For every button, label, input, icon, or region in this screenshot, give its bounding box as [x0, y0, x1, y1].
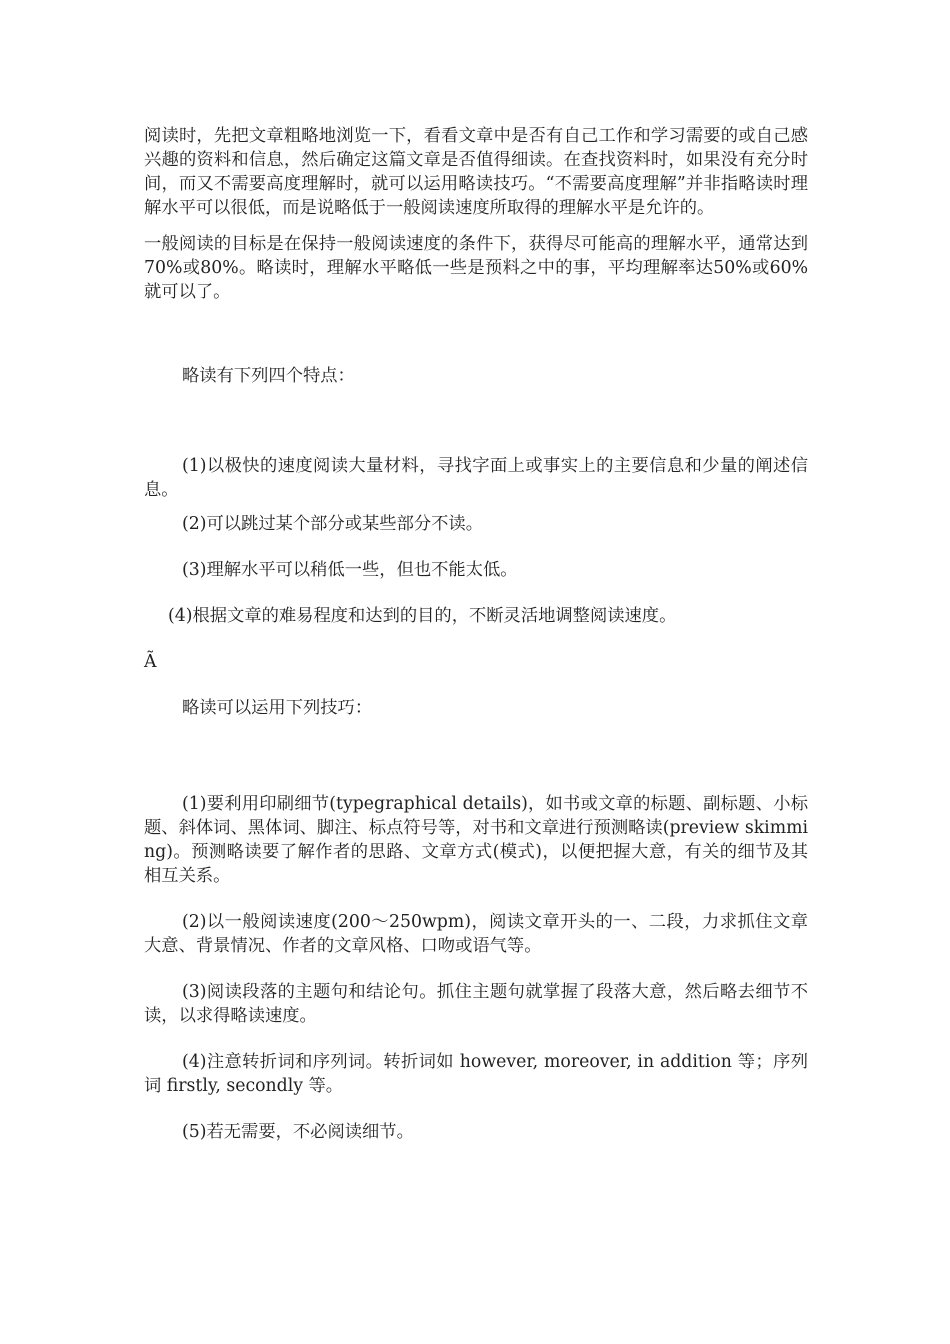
- technique-item-3: (3)阅读段落的主题句和结论句。抓住主题句就掌握了段落大意，然后略去细节不读，以求得略读速度。: [144, 982, 808, 1026]
- document-body: [144, 124, 808, 1144]
- paragraph-comprehension-goal: 一般阅读的目标是在保持一般阅读速度的条件下，获得尽可能高的理解水平，通常达到70%或80%。略读时，理解水平略低一些是预料之中的事，平均理解率达50%或60%就可以了。: [144, 234, 808, 302]
- technique-item-4: (4)注意转折词和序列词。转折词如 however, moreover, in addition 等；序列词 firstly, secondly 等。: [144, 1052, 808, 1096]
- stray-character: Ã: [144, 652, 157, 672]
- heading-techniques: 略读可以运用下列技巧：: [182, 698, 373, 718]
- feature-item-2: (2)可以跳过某个部分或某些部分不读。: [182, 514, 483, 534]
- feature-item-1: (1)以极快的速度阅读大量材料，寻找字面上或事实上的主要信息和少量的阐述信息。: [144, 456, 808, 500]
- technique-item-1: (1)要利用印刷细节(typegraphical details)，如书或文章的标题、副标题、小标题、斜体词、黑体词、脚注、标点符号等，对书和文章进行预测略读(preview skimming)。预测略读要了解作者的思路、文章方式(模式)，以便把握大意，有关的细节及其相互关系。: [144, 794, 808, 886]
- heading-four-features: 略读有下列四个特点：: [182, 366, 355, 386]
- technique-item-5: (5)若无需要，不必阅读细节。: [182, 1122, 414, 1142]
- technique-item-2: (2)以一般阅读速度(200～250wpm)，阅读文章开头的一、二段，力求抓住文章大意、背景情况、作者的文章风格、口吻或语气等。: [144, 912, 808, 956]
- paragraph-intro: 阅读时，先把文章粗略地浏览一下，看看文章中是否有自己工作和学习需要的或自己感兴趣的资料和信息，然后确定这篇文章是否值得细读。在查找资料时，如果没有充分时间，而又不需要高度理解时，就可以运用略读技巧。“不需要高度理解”并非指略读时理解水平可以很低，而是说略低于一般阅读速度所取得的理解水平是允许的。: [144, 126, 808, 218]
- feature-item-4: (4)根据文章的难易程度和达到的目的，不断灵活地调整阅读速度。: [168, 606, 677, 626]
- feature-item-3: (3)理解水平可以稍低一些，但也不能太低。: [182, 560, 518, 580]
